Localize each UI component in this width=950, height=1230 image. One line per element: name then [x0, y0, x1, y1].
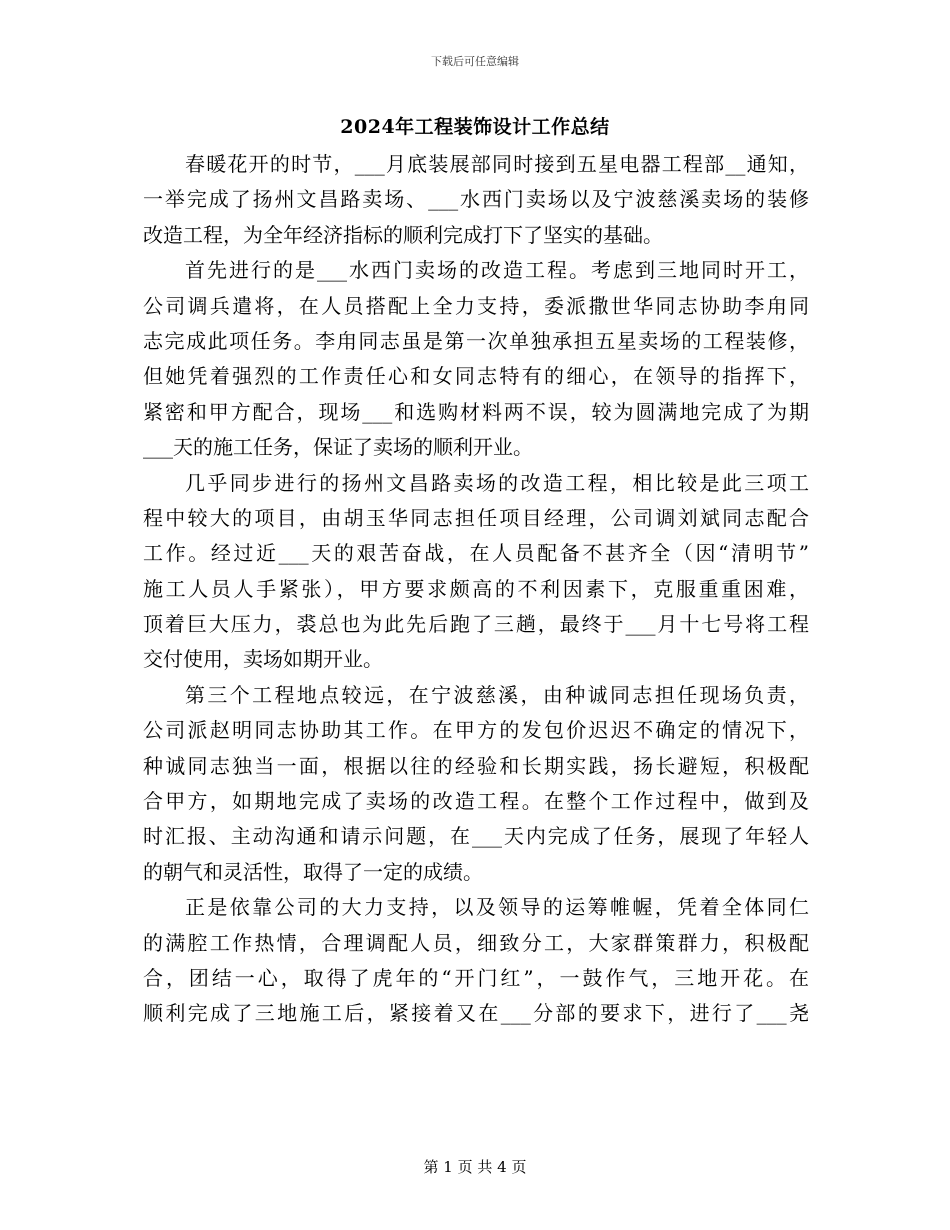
text-line: 春暖花开的时节，___月底装展部同时接到五星电器工程部__通知，: [185, 152, 809, 176]
text-line: 但她凭着强烈的工作责任心和女同志特有的细心，在领导的指挥下，: [143, 364, 809, 389]
text-line: ___天的施工任务，保证了卖场的顺利开业。: [143, 435, 533, 460]
page-footer: 第 1 页 共 4 页: [423, 1158, 527, 1176]
text-line: 工作。经过近___天的艰苦奋战，在人员配备不甚齐全（因“清明节”: [143, 541, 809, 566]
text-line: 种诚同志独当一面，根据以往的经验和长期实践，扬长避短，积极配: [143, 753, 809, 778]
text-line: 第三个工程地点较远，在宁波慈溪，由种诚同志担任现场负责，: [185, 682, 809, 707]
text-line: 一举完成了扬州文昌路卖场、___水西门卖场以及宁波慈溪卖场的装修: [143, 187, 809, 212]
text-line: 志完成此项任务。李甪同志虽是第一次单独承担五星卖场的工程装修，: [143, 328, 809, 353]
text-line: 改造工程，为全年经济指标的顺利完成打下了坚实的基础。: [143, 222, 663, 247]
text-line: 顶着巨大压力，裘总也为此先后跑了三趟，最终于___月十七号将工程: [143, 612, 809, 637]
text-line: 几乎同步进行的扬州文昌路卖场的改造工程，相比较是此三项工: [185, 470, 809, 495]
text-line: 合，团结一心，取得了虎年的“开门红”，一鼓作气，三地开花。在: [143, 965, 809, 990]
document-title: 2024年工程装饰设计工作总结: [340, 116, 610, 138]
text-line: 的朝气和灵活性，取得了一定的成绩。: [143, 859, 483, 884]
text-line: 首先进行的是___水西门卖场的改造工程。考虑到三地同时开工，: [185, 258, 809, 283]
text-line: 时汇报、主动沟通和请示问题，在___天内完成了任务，展现了年轻人: [143, 824, 809, 849]
text-line: 施工人员人手紧张），甲方要求颇高的不利因素下，克服重重困难，: [143, 576, 809, 601]
text-line: 合甲方，如期地完成了卖场的改造工程。在整个工作过程中，做到及: [143, 789, 809, 814]
text-line: 的满腔工作热情，合理调配人员，细致分工，大家群策群力，积极配: [143, 930, 809, 955]
page-header: 下载后可任意编辑: [431, 55, 519, 68]
text-line: 顺利完成了三地施工后，紧接着又在___分部的要求下，进行了___尧: [143, 1001, 809, 1026]
text-line: 程中较大的项目，由胡玉华同志担任项目经理，公司调刘斌同志配合: [143, 505, 809, 530]
text-line: 紧密和甲方配合，现场___和选购材料两不误，较为圆满地完成了为期: [143, 399, 809, 424]
text-line: 公司调兵遣将，在人员搭配上全力支持，委派撒世华同志协助李甪同: [143, 293, 809, 318]
text-line: 公司派赵明同志协助其工作。在甲方的发包价迟迟不确定的情况下，: [143, 718, 809, 743]
document-body: [143, 147, 809, 1032]
text-line: 交付使用，卖场如期开业。: [143, 647, 383, 672]
text-line: 正是依靠公司的大力支持，以及领导的运筹帷幄，凭着全体同仁: [185, 895, 809, 920]
